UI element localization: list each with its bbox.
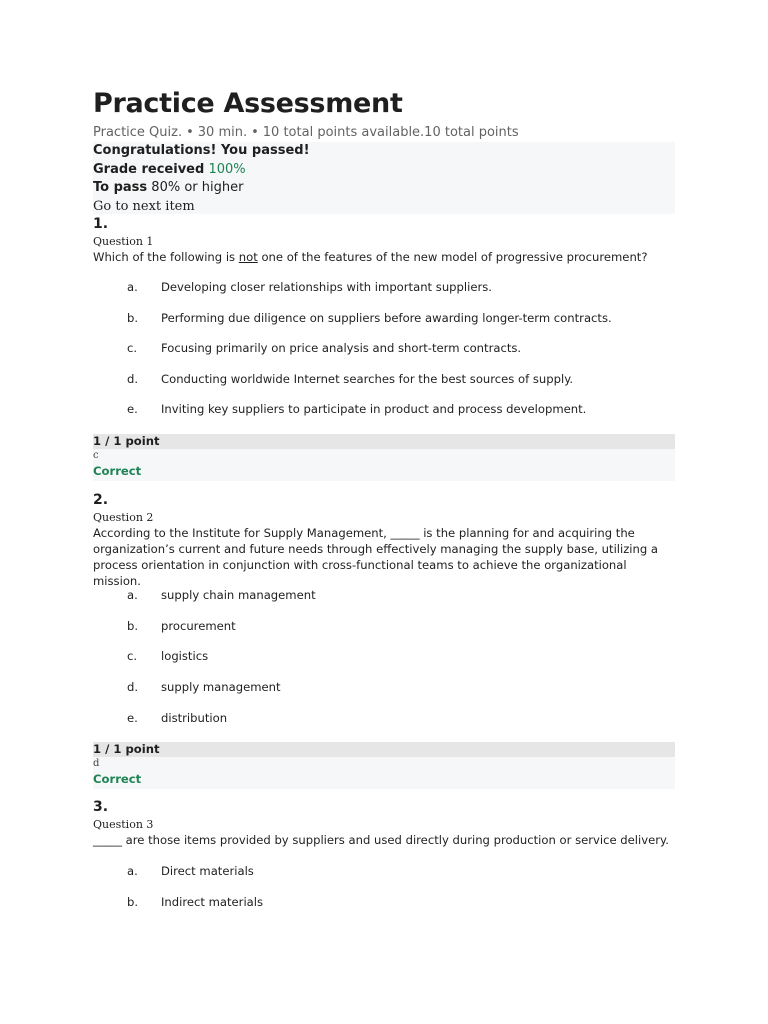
- pass-label: To pass: [93, 180, 148, 195]
- question-text: According to the Institute for Supply Management, _____ is the planning for and acquiring the organization’s current and future needs through effectively managing the supply base, utilizing a process orientation in conjunction with cross-functional teams to achieve the organizational mission.: [93, 526, 659, 588]
- option-a[interactable]: a. supply chain management: [127, 588, 316, 602]
- feedback-correct: Correct: [93, 464, 142, 478]
- submitted-answer: d: [93, 758, 100, 769]
- question-number: 2.: [93, 492, 109, 508]
- quiz-duration: 30 min.: [197, 125, 248, 140]
- grade-label: Grade received: [93, 162, 205, 177]
- pass-value: 80% or higher: [151, 180, 244, 195]
- question-number: 3.: [93, 799, 109, 815]
- option-e[interactable]: e. Inviting key suppliers to participate in product and process development.: [127, 402, 587, 416]
- option-d[interactable]: d. supply management: [127, 680, 281, 694]
- option-c[interactable]: c. Focusing primarily on price analysis and short-term contracts.: [127, 341, 522, 355]
- feedback-correct: Correct: [93, 772, 142, 786]
- question-label: Question 1: [93, 235, 154, 248]
- option-b[interactable]: b. Indirect materials: [127, 895, 264, 909]
- meta-separator: •: [186, 125, 194, 140]
- question-text: Which of the following is not one of the features of the new model of progressive procurement?: [93, 250, 648, 264]
- answer-feedback: [93, 449, 675, 481]
- submitted-answer: c: [93, 450, 99, 461]
- question-number: 1.: [93, 216, 109, 232]
- grade-received: [93, 162, 246, 177]
- option-a[interactable]: a. Direct materials: [127, 864, 254, 878]
- points-bar: 1 / 1 point: [93, 434, 675, 449]
- next-item-link[interactable]: Go to next item: [93, 199, 195, 214]
- option-b[interactable]: b. procurement: [127, 619, 236, 633]
- option-d[interactable]: d. Conducting worldwide Internet searches for the best sources of supply.: [127, 372, 574, 386]
- option-c[interactable]: c. logistics: [127, 649, 209, 663]
- grade-value: 100%: [208, 162, 246, 177]
- emphasis-not: not: [238, 250, 258, 264]
- question-label: Question 2: [93, 511, 154, 524]
- pass-threshold: [93, 180, 243, 195]
- quiz-points: 10 total points available.10 total points: [262, 125, 519, 140]
- quiz-meta: [93, 125, 519, 140]
- option-e[interactable]: e. distribution: [127, 711, 228, 725]
- answer-feedback: [93, 757, 675, 789]
- points-bar: 1 / 1 point: [93, 742, 675, 757]
- quiz-type: Practice Quiz.: [93, 125, 183, 140]
- question-text: _____ are those items provided by suppliers and used directly during production or service delivery.: [93, 833, 669, 847]
- option-a[interactable]: a. Developing closer relationships with important suppliers.: [127, 280, 492, 294]
- option-b[interactable]: b. Performing due diligence on suppliers before awarding longer-term contracts.: [127, 311, 612, 325]
- meta-separator: •: [251, 125, 259, 140]
- result-panel: [93, 142, 675, 214]
- pass-message: Congratulations! You passed!: [93, 143, 310, 158]
- question-label: Question 3: [93, 818, 154, 831]
- page-title: Practice Assessment: [93, 88, 403, 119]
